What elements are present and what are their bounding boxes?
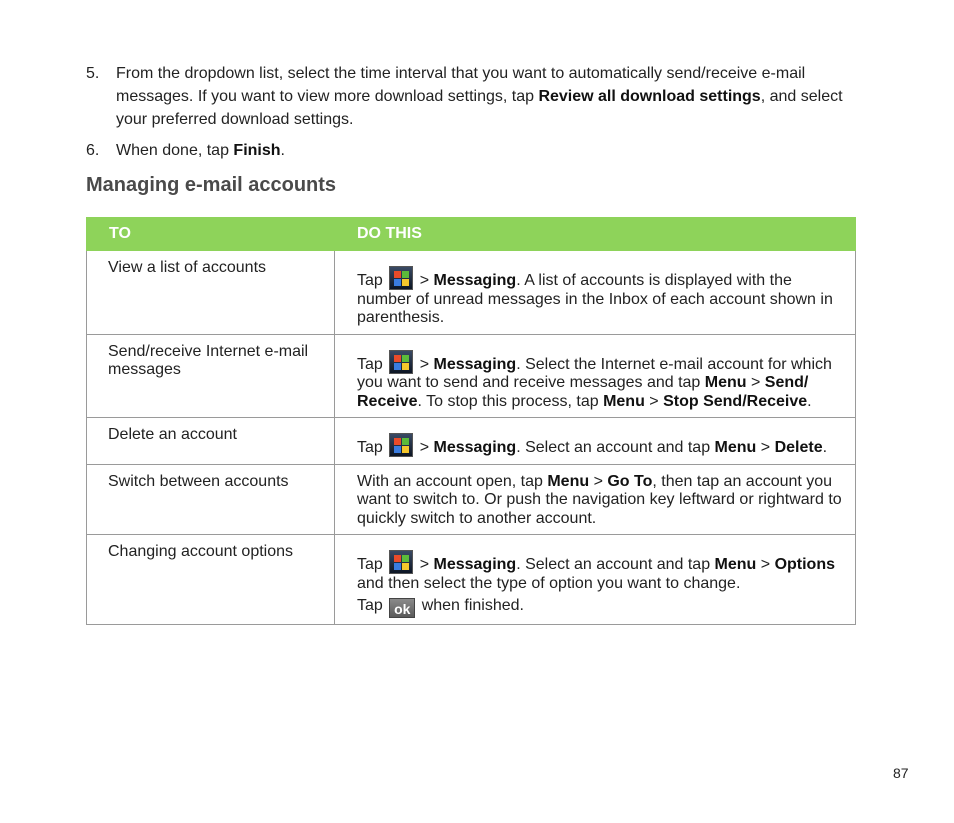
text: Tap (357, 355, 383, 373)
step-5 (86, 62, 856, 131)
text: . A list of accounts is displayed with the number of unread messages in the Inbox of each account shown in parenthesis. (357, 272, 833, 326)
text: . To stop this process, tap (417, 392, 604, 410)
bold-text: Delete (774, 439, 823, 456)
table-row (87, 535, 856, 625)
step-bold: Review all download settings (538, 88, 761, 105)
bold-text: Messaging (433, 272, 517, 289)
step-text-part: , and select your preferred download settings. (116, 88, 843, 128)
text: and then select the type of option you want to change. (357, 574, 741, 592)
cell-to: Switch between accounts (87, 464, 335, 535)
text: . (822, 439, 828, 456)
section-title: Managing e-mail accounts (86, 174, 337, 196)
table-row (87, 418, 856, 465)
bold-text: Send/ Receive (357, 374, 809, 410)
ok-button-icon: ok (389, 598, 415, 618)
step-bold: Finish (233, 142, 281, 159)
step-text-part: When done, tap (116, 142, 234, 159)
step-number: 6. (86, 142, 100, 159)
bold-text: Messaging (433, 355, 517, 373)
page-number: 87 (893, 765, 909, 781)
text: , then tap an account you want to switch to. Or push the navigation key leftward or rightward to quickly switch to another account. (357, 472, 842, 527)
text: . (807, 392, 812, 410)
cell-to: View a list of accounts (87, 251, 335, 335)
text: > (644, 392, 664, 410)
bold-text: Menu (603, 392, 645, 410)
bold-text: Menu (704, 374, 747, 391)
header-do-this: DO THIS (335, 218, 856, 251)
text: . Select an account and tap (516, 439, 715, 456)
text: > (589, 472, 608, 490)
step-text-part: . (280, 142, 285, 159)
step-text (116, 139, 856, 162)
text: . Select the Internet e-mail account for which you want to send and receive messages and tap (357, 355, 832, 391)
table-row (87, 251, 856, 335)
bold-text: Go To (607, 472, 653, 490)
table-row (87, 464, 856, 535)
windows-start-icon (389, 350, 413, 374)
step-number: 5. (86, 65, 100, 82)
cell-do-this (335, 535, 856, 625)
text: With an account open, tap (357, 472, 548, 490)
bold-text: Messaging (433, 439, 517, 456)
step-text-part: From the dropdown list, select the time interval that you want to automatically send/receive e-mail messages. If you want to view more download settings, tap (116, 65, 806, 105)
text: > (419, 272, 430, 289)
cell-do-this (335, 418, 856, 465)
text: > (756, 439, 775, 456)
text: > (756, 556, 775, 573)
bold-text: Options (774, 556, 835, 573)
text: Tap (357, 439, 383, 456)
text: > (419, 439, 430, 456)
text: when finished. (421, 597, 524, 614)
bold-text: Menu (714, 439, 757, 456)
bold-text: Stop Send/Receive (663, 392, 808, 410)
step-6 (86, 139, 856, 162)
cell-to: Send/receive Internet e-mail messages (87, 334, 335, 418)
bold-text: Messaging (433, 556, 517, 573)
text: > (419, 556, 430, 573)
cell-to: Delete an account (87, 418, 335, 465)
windows-start-icon (389, 266, 413, 290)
table-row (87, 334, 856, 418)
table-header-row (87, 218, 856, 251)
windows-start-icon (389, 550, 413, 574)
text: Tap (357, 597, 383, 614)
text: > (746, 374, 765, 391)
text: Tap (357, 272, 383, 289)
header-to: TO (87, 218, 335, 251)
bold-text: Menu (547, 472, 590, 490)
text: > (419, 355, 430, 373)
cell-to: Changing account options (87, 535, 335, 625)
bold-text: Menu (714, 556, 757, 573)
line-finished (357, 597, 847, 618)
step-text (116, 62, 856, 131)
text: Tap (357, 556, 383, 573)
text: . Select an account and tap (516, 556, 715, 573)
accounts-table (86, 217, 856, 625)
cell-do-this (335, 464, 856, 535)
cell-do-this (335, 334, 856, 418)
cell-do-this (335, 251, 856, 335)
windows-start-icon (389, 433, 413, 457)
